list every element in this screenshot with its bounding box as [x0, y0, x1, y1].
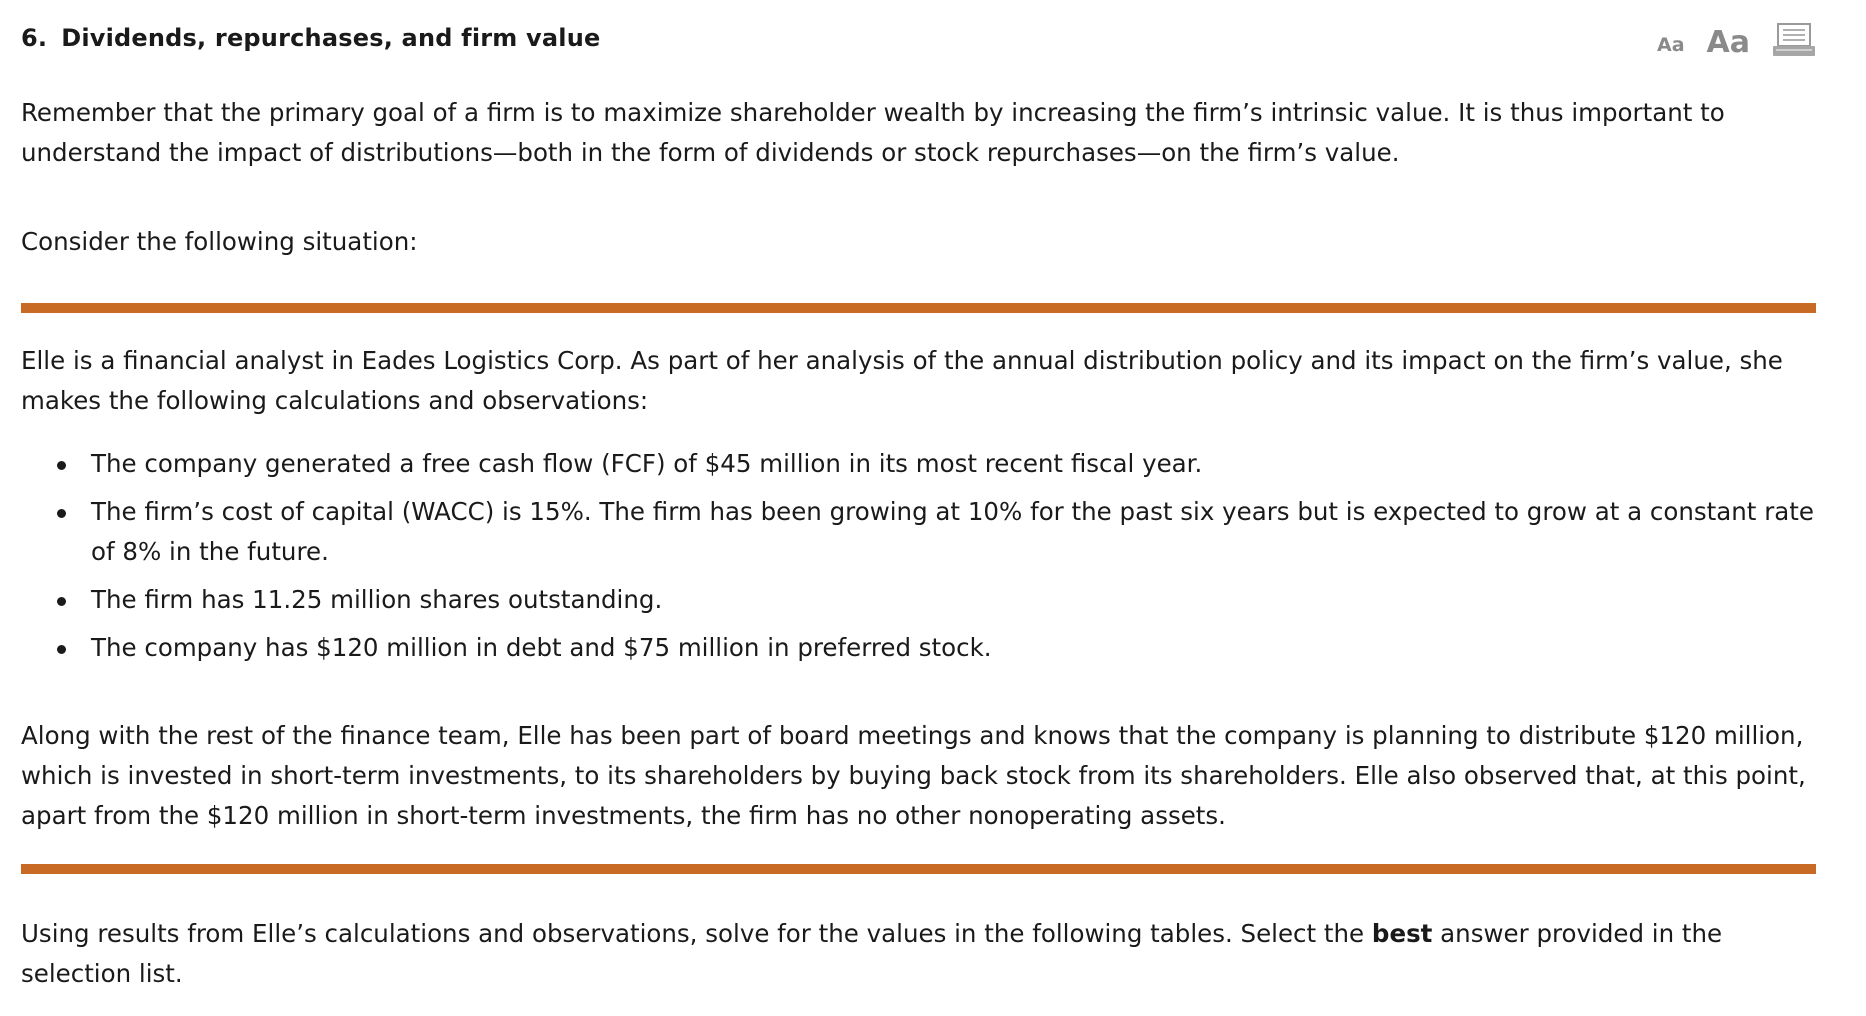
- decrease-text-size-button[interactable]: Aa: [1657, 34, 1685, 56]
- scenario-bottom-divider: [21, 864, 1816, 874]
- list-item: The company generated a free cash flow (FCF) of $45 million in its most recent fiscal year.: [91, 444, 1816, 484]
- consider-text: Consider the following situation:: [21, 227, 418, 256]
- observations-list: [21, 444, 1816, 676]
- question-title: [21, 24, 600, 52]
- list-item: The firm’s cost of capital (WACC) is 15%. The firm has been growing at 10% for the past six years but is expected to grow at a constant rate of 8% in the future.: [91, 492, 1816, 572]
- list-item: The firm has 11.25 million shares outstanding.: [91, 580, 1816, 620]
- intro-paragraph: Remember that the primary goal of a firm is to maximize shareholder wealth by increasing the firm’s intrinsic value. It is thus important to understand the impact of distributions—both in the form of dividends or stock repurchases—on the firm’s value.: [21, 98, 1725, 167]
- instructions-text: [21, 914, 1816, 994]
- print-button[interactable]: [1772, 22, 1816, 58]
- instructions-emphasis: best: [1371, 919, 1433, 948]
- scenario-top-divider: [21, 303, 1816, 313]
- instructions-tail: answer provided in the selection list.: [21, 919, 1723, 988]
- question-header: [21, 0, 1816, 80]
- instructions-lead: Using results from Elle’s calculations and observations, solve for the values in the following tables. Select the: [21, 919, 1372, 948]
- print-icon: [1772, 22, 1816, 58]
- scenario-lead: Elle is a financial analyst in Eades Logistics Corp. As part of her analysis of the annual distribution policy and its impact on the firm’s value, she makes the following calculations and observations:: [21, 346, 1783, 415]
- question-page: [21, 0, 1816, 988]
- question-number: 6.: [21, 24, 48, 52]
- question-title-text: Dividends, repurchases, and firm value: [61, 24, 601, 52]
- increase-text-size-button[interactable]: Aa: [1706, 25, 1750, 60]
- text-tools: [1657, 22, 1816, 58]
- scenario-closing: Along with the rest of the finance team, Elle has been part of board meetings and knows that the company is planning to distribute $120 million, which is invested in short-term investments, to its shareholders by buying back stock from its shareholders. Elle also observed that, at this point, apart from the $120 million in short-term investments, the firm has no other nonoperating assets.: [21, 721, 1806, 830]
- list-item: The company has $120 million in debt and $75 million in preferred stock.: [91, 628, 1816, 668]
